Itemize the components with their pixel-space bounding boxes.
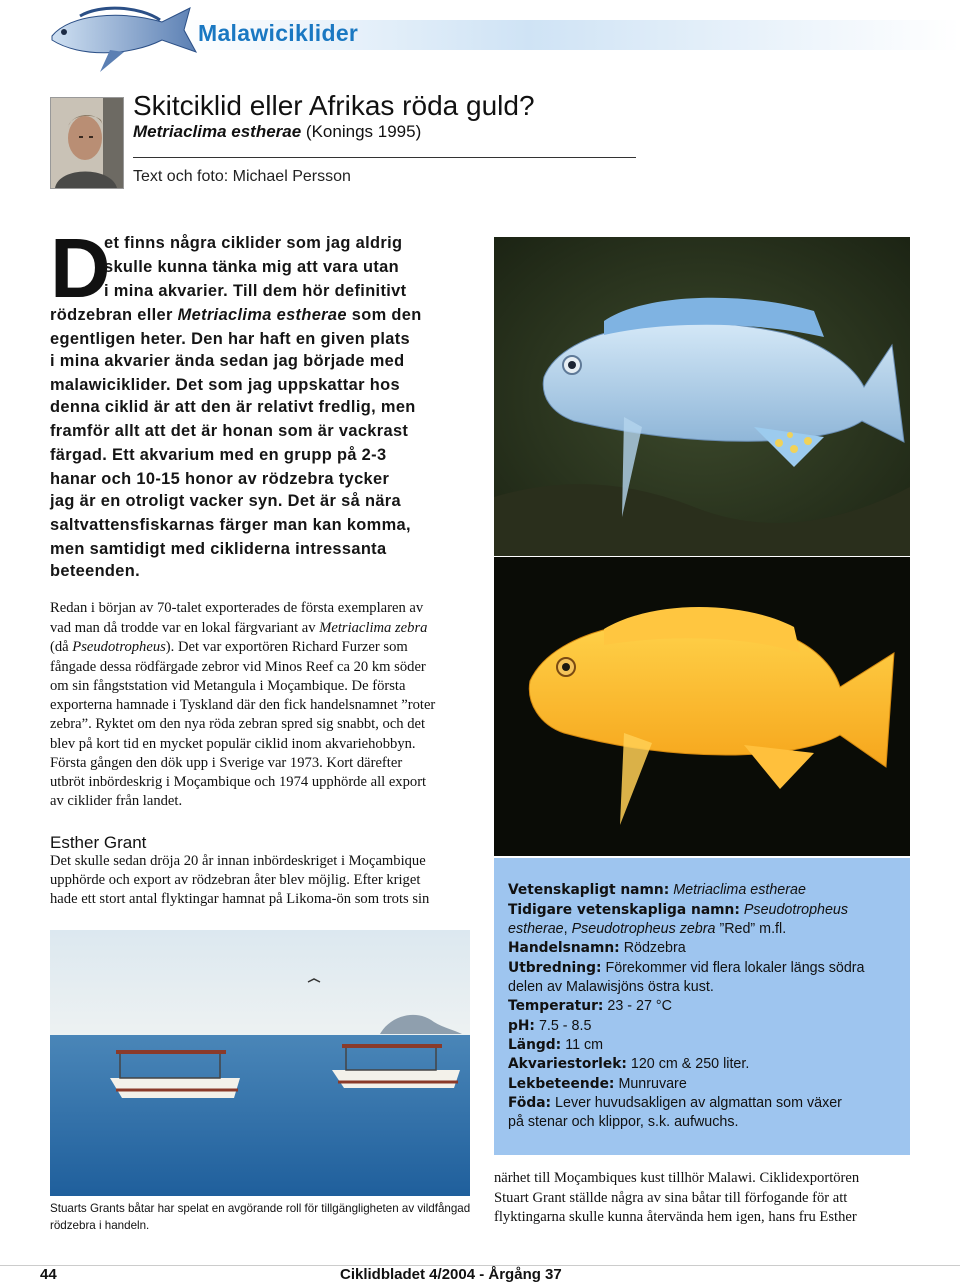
fact-food: Föda: Lever huvudsakligen av algmattan som växer	[508, 1095, 842, 1111]
body-line: hade ett stort antal flyktingar hamnat på Likoma-ön som trots sin	[50, 891, 430, 907]
fact-distribution: Utbredning: Förekommer vid flera lokaler längs södra	[508, 960, 865, 976]
intro-line: hanar och 10-15 honor av rödzebra tycker	[50, 470, 390, 488]
species-author: (Konings 1995)	[301, 122, 422, 141]
species-line	[133, 122, 421, 142]
section-title: Malawiciklider	[198, 20, 359, 46]
magazine-issue: Ciklidbladet 4/2004 - Årgång 37	[340, 1266, 562, 1283]
page-header	[0, 0, 960, 80]
headline-rule	[133, 157, 636, 158]
body-line: (då Pseudotropheus). Det var exportören Richard Furzer som	[50, 639, 408, 655]
photo-caption: Stuarts Grants båtar har spelat en avgörande roll för tillgängligheten av vildfångad rödzebra i handeln.	[50, 1202, 471, 1232]
body-line: zebra”. Ryktet om den nya röda zebran spred sig snabbt, och det	[50, 716, 426, 732]
intro-line: men samtidigt med cikliderna intressanta	[50, 540, 387, 558]
body-line: exporterna hamnade i Tyskland där den fick handelsnamnet ”roter	[50, 697, 436, 713]
intro-line: saltvattensfiskarnas färger man kan komma,	[50, 516, 411, 534]
fact-tank-size: Akvariestorlek: 120 cm & 250 liter.	[508, 1056, 750, 1072]
intro-line: denna ciklid är att den är relativt fredlig, men	[50, 398, 416, 416]
body-line: Första gången den dök upp i Sverige var 1973. Kort därefter	[50, 755, 403, 771]
body-line: vad man då trodde var en lokal färgvariant av Metriaclima zebra	[50, 620, 428, 636]
intro-line: beteenden.	[50, 562, 141, 580]
intro-line: i mina akvarier. Till dem hör definitivt	[104, 282, 407, 300]
body-line: upphörde och export av rödzebran åter blev möjlig. Efter kriget	[50, 872, 421, 888]
photo-boats-on-lake	[50, 930, 470, 1196]
fact-scientific-name: Vetenskapligt namn: Metriaclima estherae	[508, 882, 806, 898]
body-line: av ciklider från landet.	[50, 793, 183, 809]
body-line: fångade dessa rödfärgade zebror vid Minos Reef ca 20 km söder	[50, 659, 426, 675]
intro-line: egentligen heter. Den har haft en given plats	[50, 330, 411, 348]
body-line: Redan i början av 70-talet exporterades de första exemplaren av	[50, 600, 424, 616]
body-line: blev på kort tid en mycket populär ciklid inom akvariehobbyn.	[50, 736, 416, 752]
fact-breeding: Lekbeteende: Munruvare	[508, 1076, 687, 1092]
fact-distribution-cont: delen av Malawisjöns östra kust.	[508, 979, 714, 995]
page-number: 44	[40, 1266, 57, 1283]
intro-line: et finns några ciklider som jag aldrig	[104, 234, 403, 252]
body-line: utbröt inbördeskrig i Moçambique och 1974 upphörde all export	[50, 774, 427, 790]
fact-temperature: Temperatur: 23 - 27 °C	[508, 998, 672, 1014]
author-photo	[50, 97, 124, 189]
fact-length: Längd: 11 cm	[508, 1037, 604, 1053]
body-line: Det skulle sedan dröja 20 år innan inbördeskriget i Moçambique	[50, 853, 426, 869]
fact-ph: pH: 7.5 - 8.5	[508, 1018, 592, 1034]
photo-yellow-female-fish	[494, 557, 910, 856]
intro-line: jag är en otroligt vacker syn. Det är så nära	[50, 492, 401, 510]
species-name: Metriaclima estherae	[133, 122, 302, 141]
species-name: Metriaclima zebra	[319, 620, 428, 636]
species-name: Pseudotropheus	[72, 639, 166, 655]
intro-line: färgad. Ett akvarium med en grupp på 2-3	[50, 446, 387, 464]
fact-previous-names-cont: estherae, Pseudotropheus zebra ”Red” m.fl.	[508, 921, 787, 937]
body-line: Stuart Grant ställde några av sina båtar till förfogande för att	[494, 1190, 848, 1206]
byline: Text och foto: Michael Persson	[133, 168, 351, 185]
photo-blue-male-fish	[494, 237, 910, 556]
intro-line: framför allt att det är honan som är vackrast	[50, 422, 409, 440]
section-subhead: Esther Grant	[50, 833, 147, 852]
intro-line: malawiciklider. Det som jag uppskattar hos	[50, 376, 400, 394]
header-fish-icon	[40, 0, 200, 80]
intro-line: skulle kunna tänka mig att vara utan	[104, 258, 399, 276]
fact-trade-name: Handelsnamn: Rödzebra	[508, 940, 686, 956]
body-line: om sin fångststation vid Metangula i Moçambique. De första	[50, 678, 406, 694]
intro-line: i mina akvarier ända sedan jag började med	[50, 352, 405, 370]
body-line: närhet till Moçambiques kust tillhör Malawi. Ciklidexportören	[494, 1170, 860, 1186]
article-headline: Skitciklid eller Afrikas röda guld?	[133, 90, 535, 121]
body-line: flyktingarna skulle kunna återvända hem igen, hans fru Esther	[494, 1209, 857, 1225]
intro-line: rödzebran eller Metriaclima estherae som den	[50, 306, 422, 324]
fact-food-cont: på stenar och klippor, s.k. aufwuchs.	[508, 1114, 739, 1130]
fact-previous-names: Tidigare vetenskapliga namn: Pseudotropheus	[508, 902, 849, 918]
drop-cap: D	[50, 221, 111, 315]
species-name: Metriaclima estherae	[177, 306, 347, 324]
